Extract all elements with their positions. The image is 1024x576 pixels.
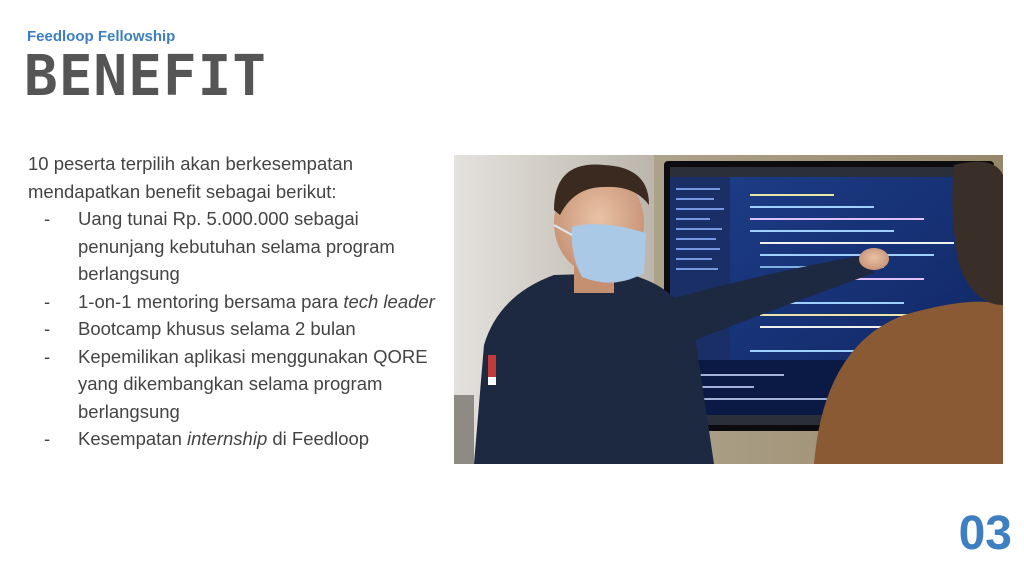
bullet-dash: - [44,290,51,312]
benefit-text-part: di Feedloop [267,428,370,449]
benefit-text [78,291,435,312]
benefit-text-part: Kesempatan [78,428,188,449]
slide-subtitle: Feedloop Fellowship [27,28,176,45]
presentation-photo [454,155,1003,464]
benefit-text [78,428,369,449]
benefit-text [78,318,356,339]
bullet-dash: - [44,318,51,339]
benefit-text [78,208,395,284]
bullet-dash: - [44,428,51,449]
benefit-text-italic: tech leader [343,290,435,312]
benefit-text-part: Bootcamp khusus selama 2 bulan [78,318,356,339]
benefit-text-part: Uang tunai Rp. 5.000.000 sebagai penunjang kebutuhan selama program berlangsung [78,208,395,284]
benefit-list [28,205,438,453]
benefit-item [28,315,438,343]
benefit-item [28,205,438,288]
intro-text: 10 peserta terpilih akan berkesempatan mendapatkan benefit sebagai berikut: [28,153,353,202]
page-number: 03 [958,507,1012,560]
benefit-item [28,425,438,453]
benefit-content [28,150,438,453]
slide-title: BENEFIT [24,44,268,109]
benefit-item [28,288,438,316]
benefit-text-part: 1-on-1 mentoring bersama para [78,290,344,312]
benefit-text-italic: internship [187,428,268,449]
benefit-text [78,346,428,422]
bullet-dash: - [44,345,51,367]
benefit-item [28,343,438,426]
bullet-dash: - [44,208,51,229]
benefit-text-part: Kepemilikan aplikasi menggunakan QORE yang dikembangkan selama program berlangsung [78,345,428,422]
